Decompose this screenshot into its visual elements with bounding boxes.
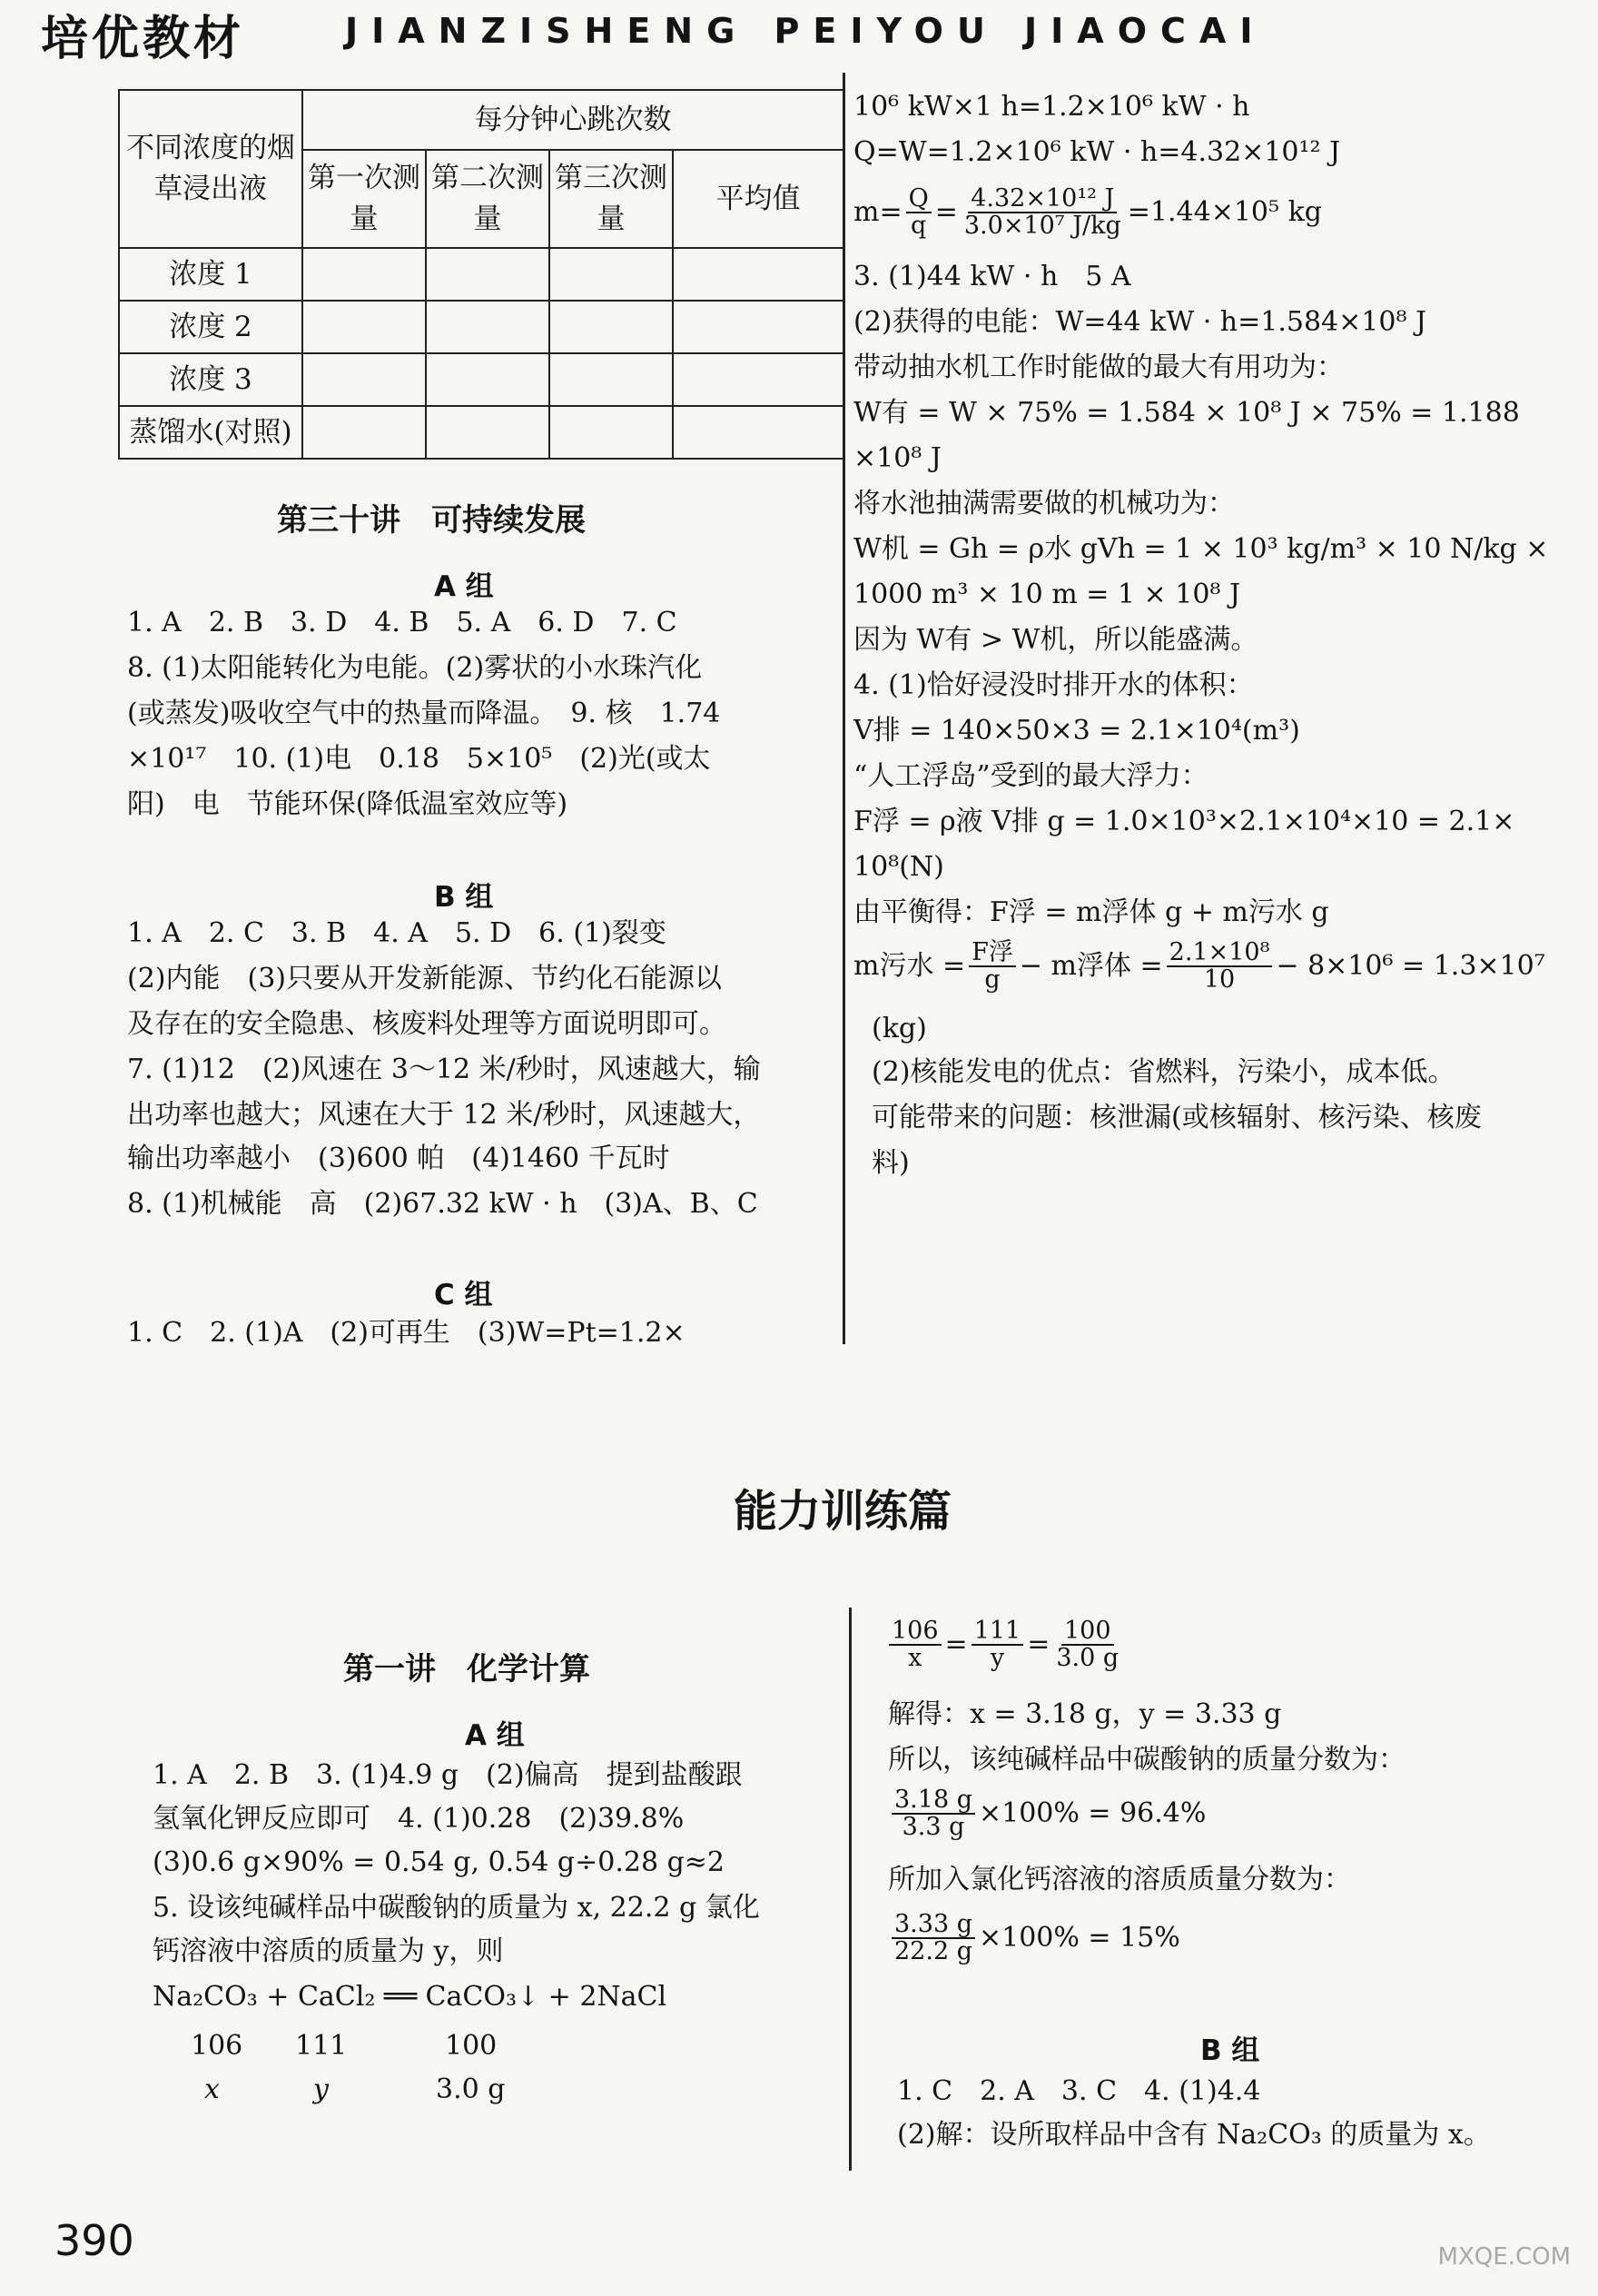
answer-line: 8. (1)机械能 高 (2)67.32 kW · h (3)A、B、C [127, 1188, 758, 1220]
fraction [889, 1618, 942, 1672]
fraction-denominator: x [908, 1644, 922, 1673]
equation-variable: y [313, 2073, 329, 2105]
fraction-numerator: 3.33 g [892, 1912, 975, 1939]
chemical-equation: Na₂CO₃ + CaCl₂ ══ CaCO₃↓ + 2NaCl [153, 1981, 667, 2013]
answer-line: (2)获得的电能：W=44 kW · h=1.584×10⁸ J [853, 306, 1427, 338]
fraction-numerator: 106 [889, 1618, 942, 1646]
formula-text: ×100% = 15% [978, 1922, 1180, 1955]
fraction [969, 940, 1016, 994]
table-row-label: 蒸馏水(对照) [119, 406, 302, 459]
table-cell [426, 301, 549, 353]
fraction [906, 186, 932, 240]
answer-line: (2)解：设所取样品中含有 Na₂CO₃ 的质量为 x。 [897, 2119, 1491, 2151]
answer-line: 输出功率越小 (3)600 帕 (4)1460 千瓦时 [127, 1143, 670, 1174]
answer-line: 可能带来的问题：核泄漏(或核辐射、核污染、核废 [872, 1102, 1482, 1133]
table-row-label: 浓度 1 [119, 248, 302, 301]
formula-text: m= [853, 196, 903, 229]
fraction-denominator: 10 [1203, 965, 1236, 995]
watermark: MXQE.COM [1437, 2243, 1571, 2271]
part-title: 能力训练篇 [734, 1486, 952, 1537]
formula-text: − m浮体 = [1019, 950, 1163, 983]
answer-line: (2)内能 (3)只要从开发新能源、节约化石能源以 [127, 963, 722, 995]
answer-line: 氢氧化钾反应即可 4. (1)0.28 (2)39.8% [153, 1803, 685, 1835]
table-cell [673, 301, 843, 353]
table-row-label: 浓度 2 [119, 301, 302, 353]
answer-line: 出功率也越大；风速在大于 12 米/秒时，风速越大， [127, 1099, 761, 1131]
fraction-denominator: 22.2 g [894, 1937, 972, 1966]
table-cell [549, 406, 673, 459]
equation-mass-value: 111 [295, 2030, 348, 2062]
fraction-numerator: 111 [972, 1618, 1024, 1646]
answer-line: ×10⁸ J [853, 442, 942, 474]
fraction-denominator: g [984, 965, 1001, 995]
page-number: 390 [54, 2216, 134, 2265]
answer-line: 解得：x = 3.18 g，y = 3.33 g [888, 1698, 1282, 1730]
equation-mass-value: 100 [445, 2030, 498, 2062]
header-pinyin-title: JIANZISHENG PEIYOU JIAOCAI [345, 11, 1267, 51]
equation-mass-value: 106 [191, 2030, 243, 2062]
fraction-numerator: F浮 [969, 940, 1016, 967]
table-cell [673, 406, 843, 459]
answer-line: 1. C 2. (1)A (2)可再生 (3)W=Pt=1.2× [127, 1317, 686, 1349]
table-cell [426, 248, 549, 301]
answer-line: 阳) 电 节能环保(降低温室效应等) [127, 788, 568, 820]
equation-mass-value: 3.0 g [436, 2073, 506, 2105]
formula-text: =1.44×10⁵ kg [1127, 196, 1322, 229]
column-divider-bottom [849, 1608, 852, 2171]
answer-line: 1000 m³ × 10 m = 1 × 10⁸ J [853, 579, 1240, 610]
table-row-label: 浓度 3 [119, 353, 302, 406]
answer-line: (或蒸发)吸收空气中的热量而降温。 9. 核 1.74 [127, 698, 721, 729]
answer-line: 及存在的安全隐患、核废料处理等方面说明即可。 [127, 1008, 726, 1040]
answer-line: (3)0.6 g×90% = 0.54 g, 0.54 g÷0.28 g≈2 [153, 1846, 725, 1878]
equation-variable: x [204, 2073, 220, 2105]
answer-line: 由平衡得：F浮 = m浮体 g + m污水 g [853, 896, 1329, 928]
heartbeat-table [118, 89, 844, 460]
lecture30-title: 第三十讲 可持续发展 [277, 502, 586, 539]
fraction [1053, 1618, 1121, 1672]
fraction-denominator: 3.0 g [1056, 1644, 1120, 1673]
table-cell [302, 353, 426, 406]
answer-line: W有 = W × 75% = 1.584 × 10⁸ J × 75% = 1.188 [853, 397, 1520, 429]
table-col-header: 第三次测量 [549, 150, 673, 248]
answer-line: 1. C 2. A 3. C 4. (1)4.4 [897, 2075, 1261, 2107]
fraction [1167, 940, 1273, 994]
answer-line: 所加入氯化钙溶液的溶质质量分数为： [888, 1864, 1351, 1895]
formula-text: = [1027, 1628, 1051, 1661]
fraction-numerator: 3.18 g [892, 1787, 975, 1815]
formula-text: ×100% = 96.4% [978, 1797, 1207, 1830]
answer-line: 8. (1)太阳能转化为电能。(2)雾状的小水珠汽化 [127, 652, 703, 684]
table-cell [549, 248, 673, 301]
fraction-denominator: 3.0×10⁷ J/kg [963, 212, 1121, 241]
answer-line: 3. (1)44 kW · h 5 A [853, 261, 1131, 292]
table-cell [302, 406, 426, 459]
answer-line: W机 = Gh = ρ水 gVh = 1 × 10³ kg/m³ × 10 N/kg × [853, 533, 1549, 565]
lecture1-group-b: B 组 [1200, 2034, 1260, 2067]
answer-line: (2)核能发电的优点：省燃料，污染小，成本低。 [872, 1056, 1455, 1088]
fraction-numerator: Q [906, 186, 932, 213]
answer-line: 5. 设该纯碱样品中碳酸钠的质量为 x, 22.2 g 氯化 [153, 1892, 760, 1924]
lecture30-group-a: A 组 [434, 570, 494, 603]
answer-line: “人工浮岛”受到的最大浮力： [853, 760, 1208, 792]
fraction [962, 186, 1124, 240]
answer-line: V排 = 140×50×3 = 2.1×10⁴(m³) [853, 715, 1300, 747]
table-cell [673, 248, 843, 301]
table-group-header: 每分钟心跳次数 [302, 90, 843, 150]
answer-line: 1. A 2. C 3. B 4. A 5. D 6. (1)裂变 [127, 917, 666, 949]
header-brand-logo: 培优教材 [41, 12, 245, 66]
ratio-formula [885, 1618, 1125, 1672]
table-col-header: 平均值 [673, 150, 843, 248]
mass-formula [853, 186, 1322, 240]
fraction-denominator: q [911, 212, 927, 241]
answer-line: 1. A 2. B 3. (1)4.9 g (2)偏高 提到盐酸跟 [153, 1759, 743, 1791]
table-cell [426, 406, 549, 459]
answer-line: 带动抽水机工作时能做的最大有用功为： [853, 351, 1344, 383]
answer-line: 因为 W有 > W机，所以能盛满。 [853, 624, 1258, 656]
answer-line: 10⁸(N) [853, 851, 944, 883]
table-row-header: 不同浓度的烟草浸出液 [119, 90, 302, 248]
lecture1-title: 第一讲 化学计算 [343, 1651, 590, 1687]
answer-line: Q=W=1.2×10⁶ kW · h=4.32×10¹² J [853, 136, 1341, 168]
fraction-denominator: 3.3 g [902, 1813, 965, 1842]
answer-line: 7. (1)12 (2)风速在 3～12 米/秒时，风速越大，输 [127, 1054, 761, 1085]
answer-line: F浮 = ρ液 V排 g = 1.0×10³×2.1×10⁴×10 = 2.1× [853, 806, 1515, 837]
percentage-formula [888, 1787, 1206, 1841]
formula-text: − 8×10⁶ = 1.3×10⁷ [1276, 950, 1545, 983]
table-cell [302, 301, 426, 353]
answer-line: 1. A 2. B 3. D 4. B 5. A 6. D 7. C [127, 607, 677, 638]
table-col-header: 第一次测量 [302, 150, 426, 248]
answer-line: 将水池抽满需要做的机械功为： [853, 488, 1235, 520]
answer-line: 10⁶ kW×1 h=1.2×10⁶ kW · h [853, 91, 1250, 123]
answer-line: 4. (1)恰好浸没时排开水的体积： [853, 669, 1254, 701]
polluted-water-formula [853, 940, 1545, 994]
answer-line: 钙溶液中溶质的质量为 y，则 [153, 1935, 504, 1967]
formula-text: m污水 = [853, 950, 966, 983]
answer-line: 料) [872, 1147, 910, 1179]
lecture30-group-b: B 组 [434, 881, 494, 914]
table-cell [549, 353, 673, 406]
fraction [892, 1912, 975, 1965]
fraction [972, 1618, 1024, 1672]
formula-text: = [934, 196, 958, 229]
percentage-formula [888, 1912, 1180, 1965]
lecture30-group-c: C 组 [434, 1279, 493, 1311]
fraction-denominator: y [990, 1644, 1005, 1673]
fraction-numerator: 100 [1061, 1618, 1114, 1646]
table-col-header: 第二次测量 [426, 150, 549, 248]
table-cell [549, 301, 673, 353]
table-cell [426, 353, 549, 406]
answer-line: ×10¹⁷ 10. (1)电 0.18 5×10⁵ (2)光(或太 [127, 743, 711, 775]
fraction-numerator: 2.1×10⁸ [1167, 940, 1273, 967]
lecture1-group-a: A 组 [465, 1719, 525, 1752]
fraction-numerator: 4.32×10¹² J [968, 186, 1117, 213]
answer-line: 所以，该纯碱样品中碳酸钠的质量分数为： [888, 1744, 1406, 1776]
formula-text: = [944, 1628, 968, 1661]
table-cell [673, 353, 843, 406]
answer-line: (kg) [872, 1013, 927, 1044]
table-cell [302, 248, 426, 301]
fraction [892, 1787, 975, 1841]
